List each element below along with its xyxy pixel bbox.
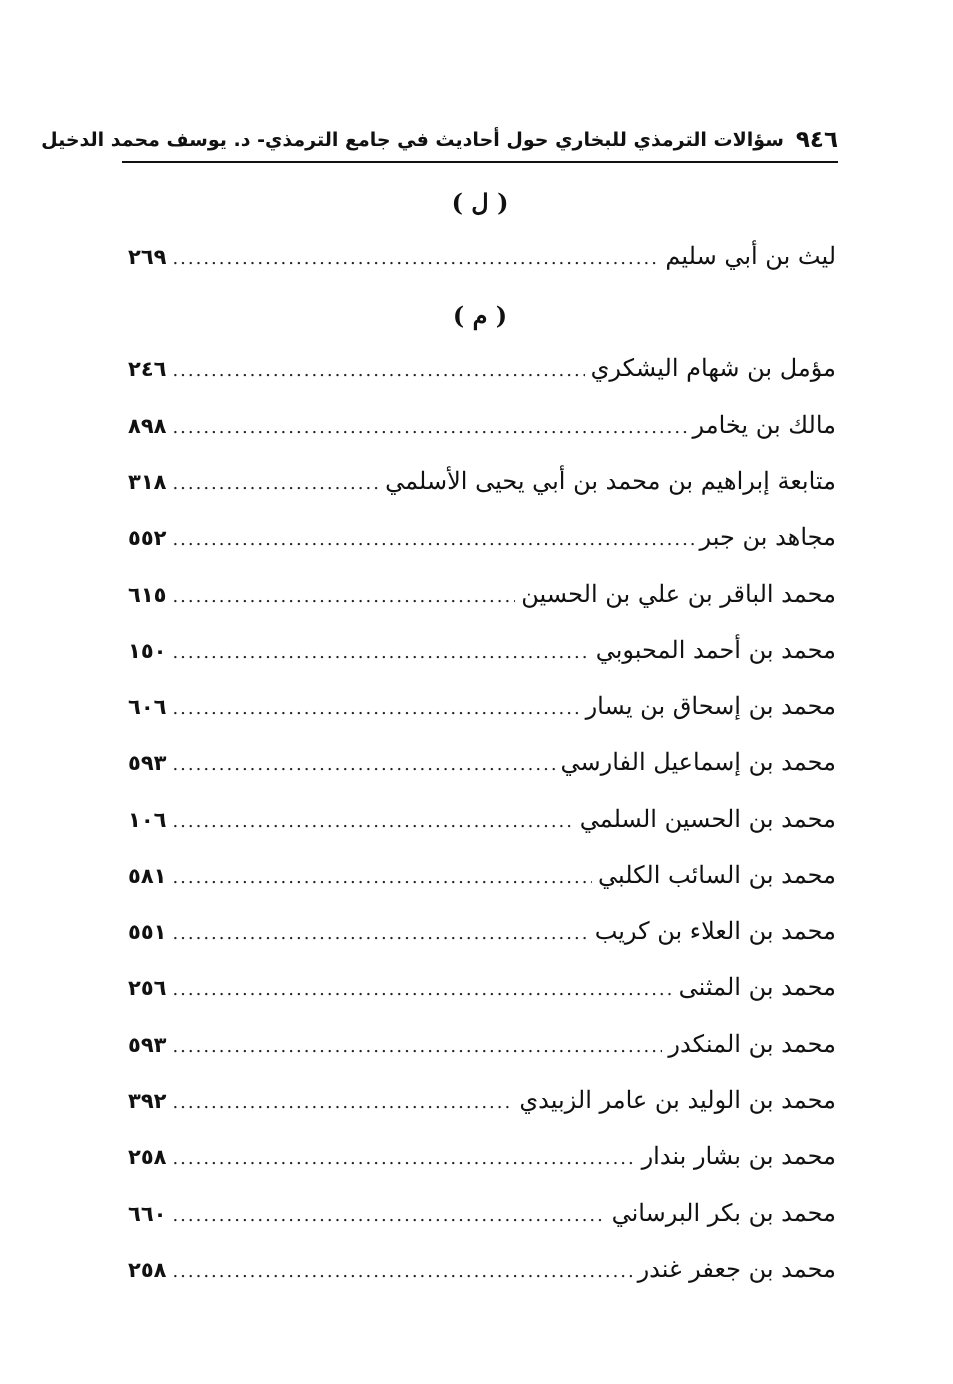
entry-name: محمد بن الحسين السلمي [579,805,836,833]
dot-leader [172,914,588,954]
running-header [41,118,838,162]
index-entry [128,517,836,557]
dot-leader [172,1139,635,1179]
entry-name: محمد بن بشار بندار [641,1142,836,1170]
entry-name: محمد بن إسماعيل الفارسي [560,748,836,776]
index-entry [128,630,836,670]
index-entry [128,911,836,951]
entry-page: ٥٥٢ [128,526,167,550]
index-entry [128,348,836,388]
entry-page: ٢٥٨ [128,1258,167,1282]
index-entry [128,855,836,895]
dot-leader [172,239,659,279]
dot-leader [172,858,592,898]
dot-leader [172,1027,662,1067]
index-entry [128,236,836,276]
entry-page: ٥٩٣ [128,1033,167,1057]
entry-name: مالك بن يخامر [692,411,836,439]
entry-name: مؤمل بن شهام اليشكري [590,354,836,382]
entry-name: محمد بن جعفر غندر [637,1255,836,1283]
entry-name: محمد بن العلاء بن كريب [594,917,836,945]
page-number: ٩٤٦ [795,127,838,153]
dot-leader [172,689,579,729]
index-entry [128,1249,836,1289]
entry-page: ٨٩٨ [128,414,167,438]
entry-page: ٦٦٠ [128,1202,167,1226]
index-entry [128,461,836,501]
entry-name: محمد بن الوليد بن عامر الزبيدي [519,1086,836,1114]
dot-leader [172,1252,631,1292]
entry-page: ٦١٥ [128,583,167,607]
index-entry [128,1024,836,1064]
entry-page: ٢٥٦ [128,976,167,1000]
dot-leader [172,745,554,785]
entry-page: ٥٨١ [128,864,167,888]
entry-name: محمد بن السائب الكلبي [597,861,836,889]
index-entry [128,1080,836,1120]
index-entry [128,1193,836,1233]
index-entry [128,574,836,614]
section-heading-mim: ( م ) [452,301,508,330]
entry-name: محمد بن أحمد المحبوبي [595,636,836,664]
dot-leader [172,351,584,391]
entry-name: محمد بن المثنى [678,973,836,1001]
dot-leader [172,408,686,448]
entry-page: ٣٩٢ [128,1089,167,1113]
entry-name: محمد بن بكر البرساني [611,1199,836,1227]
header-rule [122,161,838,163]
index-entry [128,686,836,726]
entry-page: ٦٠٦ [128,695,167,719]
entry-name: محمد بن إسحاق بن يسار [585,692,836,720]
entry-page: ٢٤٦ [128,357,167,381]
dot-leader [172,520,693,560]
dot-leader [172,1083,513,1123]
entry-page: ٢٥٨ [128,1145,167,1169]
entry-page: ٢٦٩ [128,245,167,269]
dot-leader [172,633,589,673]
index-entry [128,405,836,445]
dot-leader [172,464,379,504]
entry-name: محمد الباقر بن علي بن الحسين [521,580,836,608]
entry-name: ليث بن أبي سليم [665,242,836,270]
index-entry [128,742,836,782]
book-title: سؤالات الترمذي للبخاري حول أحاديث في جامع الترمذي- د. يوسف محمد الدخيل [41,129,784,151]
dot-leader [172,802,573,842]
index-entry [128,1136,836,1176]
entry-page: ١٥٠ [128,639,167,663]
section-heading-lam: ( ل ) [451,188,509,217]
entry-name: متابعة إبراهيم بن محمد بن أبي يحيى الأسلمي [385,467,836,495]
dot-leader [172,970,672,1010]
dot-leader [172,577,515,617]
entry-page: ٥٥١ [128,920,167,944]
entry-name: محمد بن المنكدر [668,1030,836,1058]
entry-page: ٥٩٣ [128,751,167,775]
entry-page: ١٠٦ [128,808,167,832]
entry-name: مجاهد بن جبر [699,523,836,551]
index-entry [128,967,836,1007]
dot-leader [172,1196,605,1236]
entry-page: ٣١٨ [128,470,167,494]
index-entry [128,799,836,839]
